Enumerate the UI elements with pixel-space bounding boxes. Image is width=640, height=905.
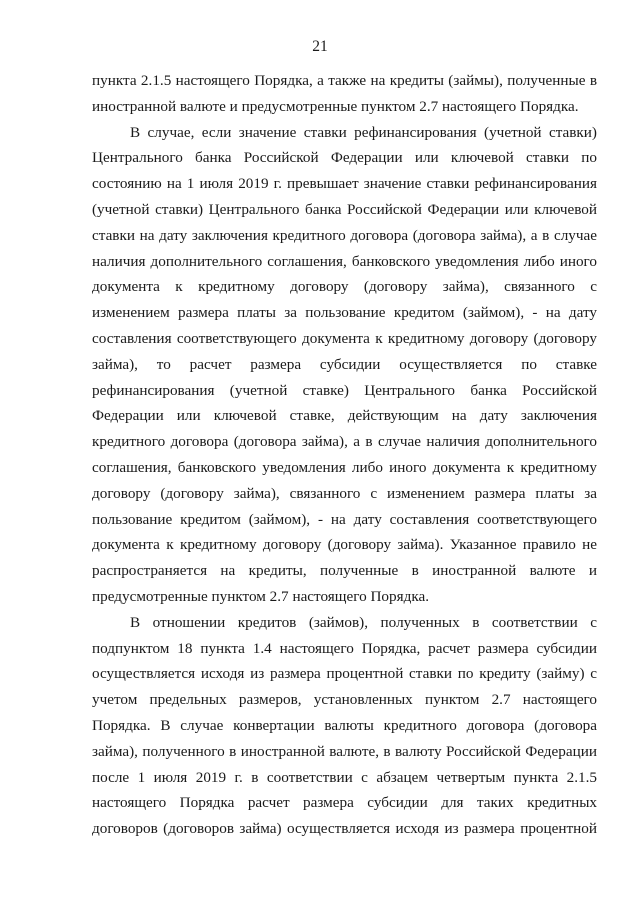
- text-line: распространяется на кредиты, полученные в иностранной валюте и: [92, 562, 597, 580]
- text-line: иностранной валюте и предусмотренные пунктом 2.7 настоящего Порядка.: [92, 97, 579, 115]
- text-line: составления соответствующего документа к кредитному договору (договору: [92, 329, 597, 347]
- text-line: Федерации или ключевой ставке, действующим на дату заключения: [92, 407, 597, 425]
- text-line: пользование кредитом (займом), - на дату составления соответствующего: [92, 510, 597, 528]
- text-line: рефинансирования (учетной ставке) Центрального банка Российской: [92, 381, 597, 399]
- text-line: займа), то расчет размера субсидии осуществляется по ставке: [92, 355, 597, 373]
- text-line: учетом предельных размеров, установленных пунктом 2.7 настоящего: [92, 691, 597, 709]
- text-line: соглашения, банковского уведомления либо иного документа к кредитному: [92, 458, 597, 476]
- page-number: 21: [312, 38, 328, 55]
- text-line: Центрального банка Российской Федерации или ключевой ставки по: [92, 149, 597, 167]
- text-line: В отношении кредитов (займов), полученных в соответствии с: [130, 613, 597, 631]
- text-line: документа к кредитному договору (договору займа), связанного с: [92, 278, 597, 296]
- text-line: подпунктом 18 пункта 1.4 настоящего Порядка, расчет размера субсидии: [92, 639, 597, 657]
- text-line: документа к кредитному договору (договору займа). Указанное правило не: [92, 536, 597, 554]
- text-line: изменением размера платы за пользование кредитом (займом), - на дату: [92, 304, 597, 322]
- text-line: осуществляется исходя из размера процентной ставки по кредиту (займу) с: [92, 665, 597, 683]
- text-line: ставки на дату заключения кредитного договора (договора займа), а в случае: [92, 226, 597, 244]
- text-line: договору (договору займа), связанного с изменением размера платы за: [92, 484, 597, 502]
- text-line: договоров (договоров займа) осуществляется исходя из размера процентной: [92, 820, 597, 838]
- text-line: пункта 2.1.5 настоящего Порядка, а также на кредиты (займы), полученные в: [92, 72, 597, 89]
- text-line: Порядка. В случае конвертации валюты кредитного договора (договора: [92, 716, 597, 734]
- text-line: после 1 июля 2019 г. в соответствии с абзацем четвертым пункта 2.1.5: [92, 768, 597, 786]
- text-line: В случае, если значение ставки рефинансирования (учетной ставки): [130, 123, 597, 141]
- body-text: [92, 68, 597, 842]
- text-line: предусмотренные пунктом 2.7 настоящего Порядка.: [92, 587, 430, 605]
- text-line: займа), полученного в иностранной валюте, в валюту Российской Федерации: [92, 742, 597, 760]
- text-line: состоянию на 1 июля 2019 г. превышает значение ставки рефинансирования: [92, 175, 597, 193]
- text-line: кредитного договора (договора займа), а в случае наличия дополнительного: [92, 433, 597, 451]
- text-line: (учетной ставки) Центрального банка Российской Федерации или ключевой: [92, 200, 597, 218]
- text-line: наличия дополнительного соглашения, банковского уведомления либо иного: [92, 252, 597, 270]
- text-line: настоящего Порядка расчет размера субсидии для таких кредитных: [92, 794, 597, 812]
